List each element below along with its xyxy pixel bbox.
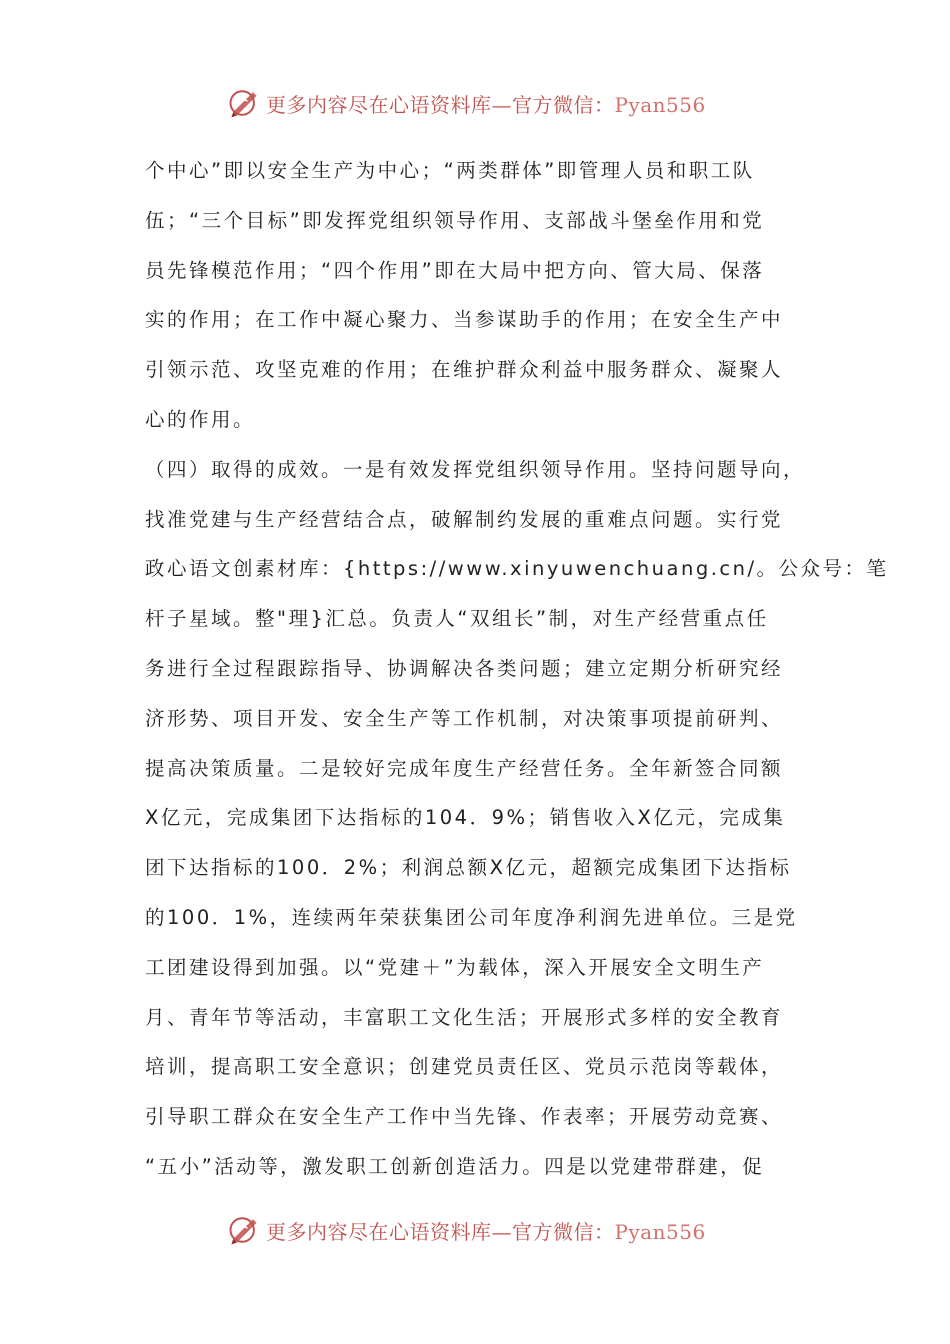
footer-banner (226, 1210, 746, 1250)
text-line: 心的作用。 (145, 407, 256, 431)
text-line: 济形势、项目开发、安全生产等工作机制，对决策事项提前研判、 (145, 706, 784, 730)
text-line: 团下达指标的100．2%；利润总额X亿元，超额完成集团下达指标 (145, 856, 792, 880)
banner-main-text: 更多内容尽在心语资料库—官方微信： (266, 92, 615, 117)
header-banner (226, 83, 746, 123)
text-line: 找准党建与生产经营结合点，破解制约发展的重难点问题。实行党 (145, 507, 784, 531)
document-body (145, 146, 889, 1192)
text-line: 提高决策质量。二是较好完成年度生产经营任务。全年新签合同额 (145, 756, 784, 780)
wechat-id: Pyan556 (614, 1219, 706, 1244)
text-line: 培训，提高职工安全意识；创建党员责任区、党员示范岗等载体， (145, 1055, 784, 1079)
text-line: 个中心”即以安全生产为中心；“两类群体”即管理人员和职工队 (145, 159, 755, 182)
pen-logo-icon (226, 85, 262, 121)
banner-text (266, 89, 706, 118)
text-line: 工团建设得到加强。以“党建＋”为载体，深入开展安全文明生产 (145, 955, 765, 979)
banner-main-text: 更多内容尽在心语资料库—官方微信： (266, 1219, 615, 1244)
text-line: 务进行全过程跟踪指导、协调解决各类问题；建立定期分析研究经 (145, 656, 784, 680)
text-line: X亿元，完成集团下达指标的104．9%；销售收入X亿元，完成集 (145, 806, 786, 830)
pen-logo-icon (226, 1212, 262, 1248)
text-line: 的100．1%，连续两年荣获集团公司年度净利润先进单位。三是党 (145, 905, 798, 929)
text-line: （四）取得的成效。一是有效发挥党组织领导作用。坚持问题导向， (145, 457, 806, 481)
text-line: 月、青年节等活动，丰富职工文化生活；开展形式多样的安全教育 (145, 1005, 784, 1029)
banner-text (266, 1216, 706, 1245)
text-line: 引导职工群众在安全生产工作中当先锋、作表率；开展劳动竞赛、 (145, 1105, 784, 1129)
wechat-id: Pyan556 (614, 92, 706, 117)
text-line: 政心语文创素材库：{https://www.xinyuwenchuang.cn/。公众号：笔 (145, 557, 889, 581)
text-line: “五小”活动等，激发职工创新创造活力。四是以党建带群建，促 (145, 1154, 765, 1178)
text-line: 杆子星域。整"理}汇总。负责人“双组长”制，对生产经营重点任 (145, 607, 769, 631)
text-line: 员先锋模范作用；“四个作用”即在大局中把方向、管大局、保落 (145, 258, 765, 282)
text-line: 实的作用；在工作中凝心聚力、当参谋助手的作用；在安全生产中 (145, 308, 784, 332)
text-line: 引领示范、攻坚克难的作用；在维护群众利益中服务群众、凝聚人 (145, 358, 784, 382)
text-line: 伍；“三个目标”即发挥党组织领导作用、支部战斗堡垒作用和党 (145, 208, 765, 232)
